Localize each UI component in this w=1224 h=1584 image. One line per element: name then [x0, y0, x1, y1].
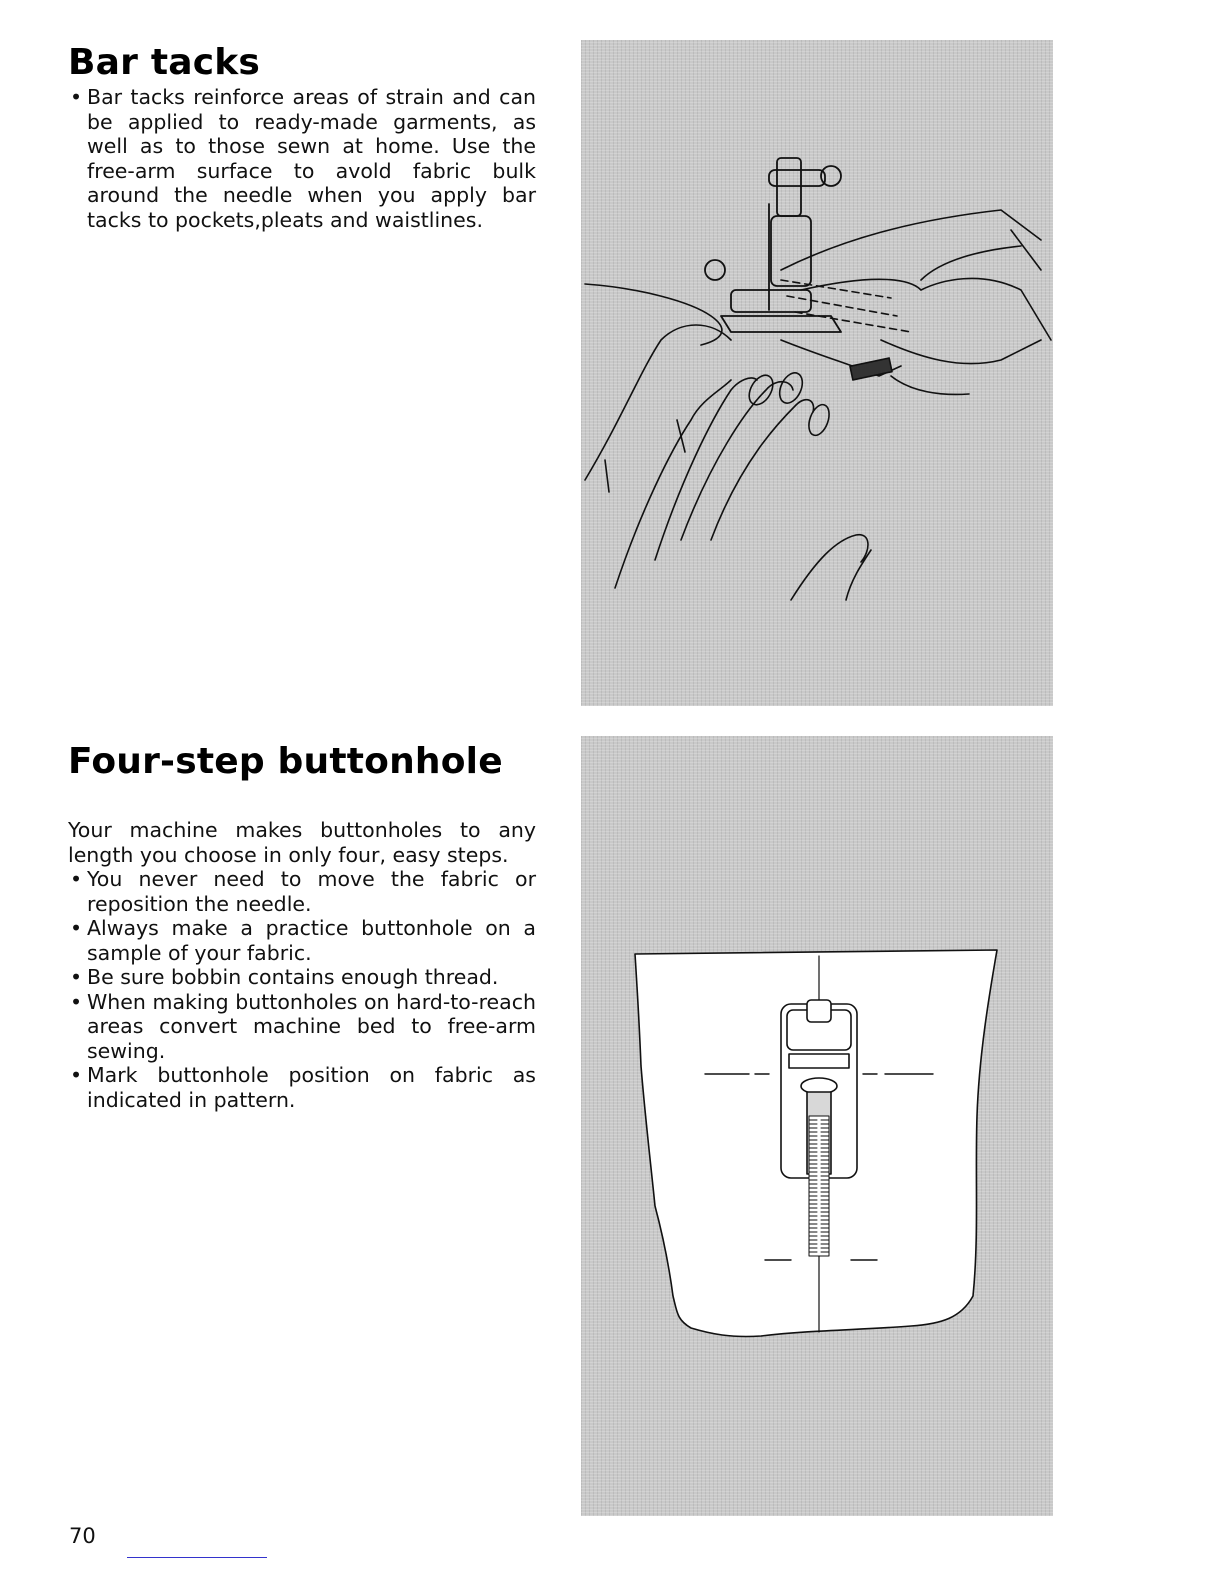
buttonhole-heading: Four-step buttonhole [68, 741, 503, 782]
page-number: 70 [69, 1524, 96, 1548]
buttonhole-bullet: • Be sure bobbin contains enough thread. [68, 965, 536, 990]
bar-tacks-list [68, 85, 536, 232]
buttonhole-intro: Your machine makes buttonholes to any length you choose in only four, easy steps. [68, 818, 536, 867]
buttonhole-bullet: • Mark buttonhole position on fabric as indicated in pattern. [68, 1063, 536, 1112]
left-hand [585, 325, 871, 600]
bar-tack-illustration [581, 40, 1053, 706]
fabric-outline [585, 284, 722, 345]
bar-tacks-heading: Bar tacks [68, 42, 261, 83]
buttonhole-bullet: • Always make a practice buttonhole on a sample of your fabric. [68, 916, 536, 965]
bar-tacks-bullet: • Bar tacks reinforce areas of strain and can be applied to ready-made garments, as well as to those sewn at home. Use the free-arm surface to avold fabric bulk around the needle when you apply bar tacks to pockets,pleats and waistlines. [68, 85, 536, 232]
buttonhole-bullet: • When making buttonholes on hard-to-reach areas convert machine bed to free-arm sewing. [68, 990, 536, 1064]
right-hand [781, 210, 1051, 394]
buttonhole-list [68, 867, 536, 1112]
presser-foot [705, 158, 841, 332]
buttonhole-stitching [809, 1116, 829, 1256]
buttonhole-illustration [581, 736, 1053, 1516]
footer-rule [127, 1557, 267, 1558]
buttonhole-section [68, 741, 536, 1112]
buttonhole-bullet: • You never need to move the fabric or reposition the needle. [68, 867, 536, 916]
bar-tacks-section [68, 42, 536, 232]
